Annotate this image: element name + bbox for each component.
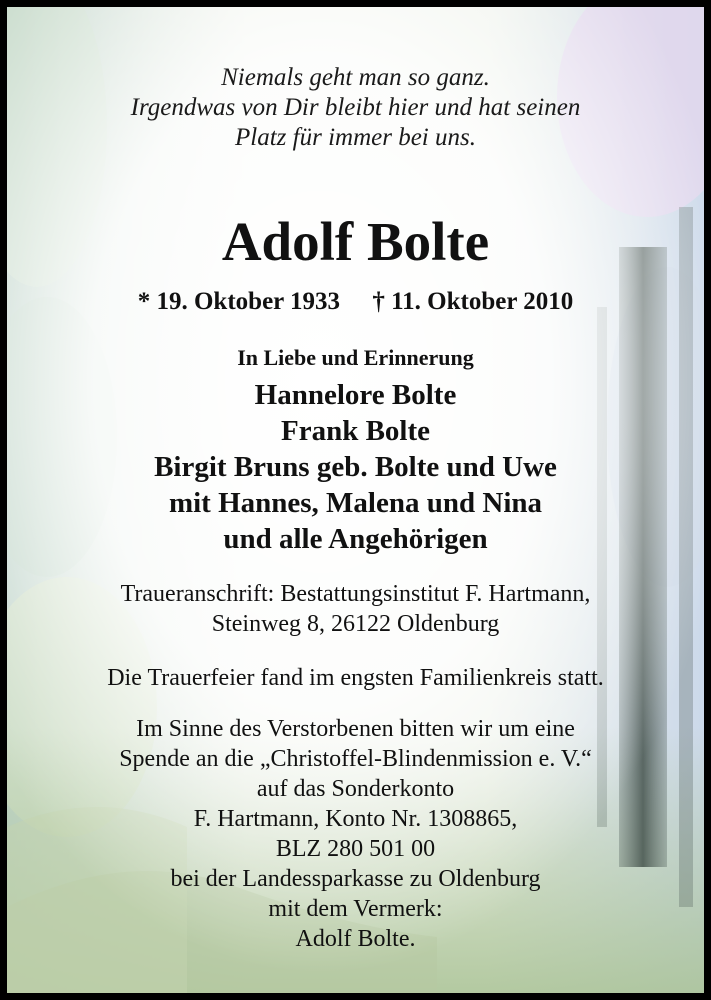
ceremony-note: Die Trauerfeier fand im engsten Familienkreis statt. — [107, 665, 604, 691]
death-date: † 11. Oktober 2010 — [372, 288, 574, 315]
donation-line: Adolf Bolte. — [295, 926, 416, 952]
motto-verse — [7, 63, 704, 153]
motto-line: Platz für immer bei uns. — [235, 124, 476, 151]
motto-line: Niemals geht man so ganz. — [221, 64, 490, 91]
mourner-name: Hannelore Bolte — [254, 379, 457, 411]
donation-line: mit dem Vermerk: — [268, 896, 443, 922]
donation-line: BLZ 280 501 00 — [275, 836, 436, 862]
mourning-intro: In Liebe und Erinnerung — [237, 345, 474, 370]
donation-line: F. Hartmann, Konto Nr. 1308865, — [193, 806, 518, 832]
life-dates — [7, 287, 704, 317]
mourners-list — [7, 377, 704, 557]
birth-date: * 19. Oktober 1933 — [137, 288, 341, 315]
mourner-name: Frank Bolte — [280, 415, 431, 447]
mourner-name: Birgit Bruns geb. Bolte und Uwe — [154, 451, 557, 483]
deceased-name: Adolf Bolte — [221, 211, 490, 272]
mourning-address — [7, 579, 704, 639]
notice-text-area — [7, 7, 704, 993]
mourner-name: und alle Angehörigen — [223, 523, 488, 555]
mourner-name: mit Hannes, Malena und Nina — [168, 487, 543, 519]
address-line: Steinweg 8, 26122 Oldenburg — [211, 611, 500, 637]
donation-line: Spende an die „Christoffel-Blindenmission e. V.“ — [119, 746, 592, 772]
donation-line: auf das Sonderkonto — [256, 776, 455, 802]
donation-line: bei der Landessparkasse zu Oldenburg — [170, 866, 541, 892]
address-line: Traueranschrift: Bestattungsinstitut F. Hartmann, — [120, 581, 591, 607]
motto-line: Irgendwas von Dir bleibt hier und hat seinen — [130, 94, 581, 121]
donation-request — [7, 714, 704, 954]
donation-line: Im Sinne des Verstorbenen bitten wir um eine — [136, 716, 575, 742]
